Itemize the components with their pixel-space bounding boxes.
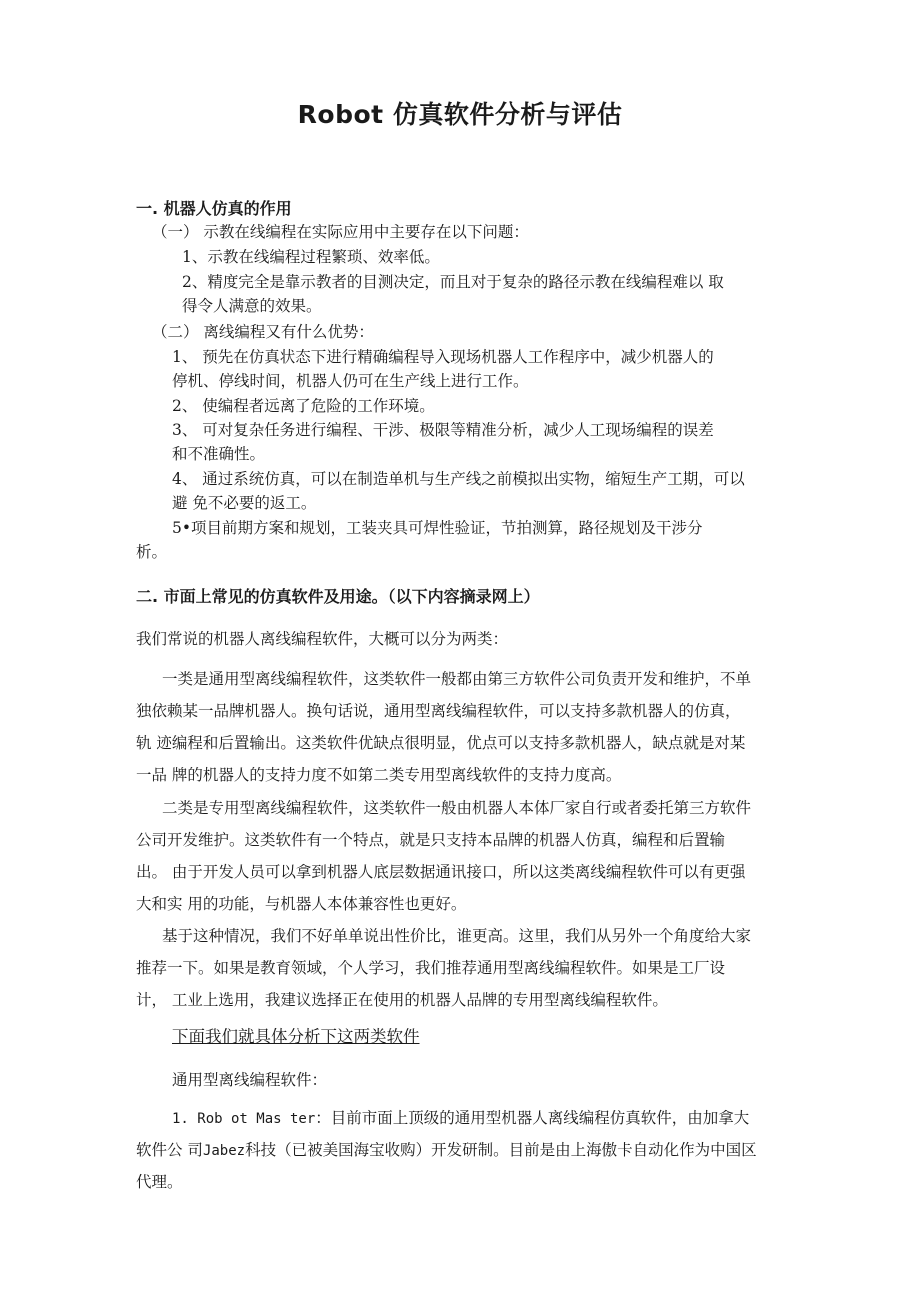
sub2-item-1-line-1: 1、 预先在仿真状态下进行精确编程导入现场机器人工作程序中，减少机器人的 [172,348,714,366]
subsection-2-label: （二） 离线编程又有什么优势： [152,323,374,341]
jabez-name: Jabez [202,1143,246,1159]
sub2-item-3-line-2: 和不准确性。 [172,445,266,463]
sub2-item-4-line-2: 避 免不必要的返工。 [172,494,317,512]
sub1-item-2-line-1: 2、精度完全是靠示教者的目测决定，而且对于复杂的路径示教在线编程难以 取 [182,273,724,291]
robotmaster-desc: ：目前市面上顶级的通用型机器人离线编程仿真软件，由加拿大 [315,1109,750,1127]
sub2-item-1-line-2: 停机、停线时间，机器人仍可在生产线上进行工作。 [172,372,529,390]
sub2-item-2: 2、 使编程者远离了危险的工作环境。 [172,397,435,415]
sub1-item-2-line-2: 得令人满意的效果。 [182,297,322,315]
robotmaster-line-2 [136,1134,757,1167]
paragraph-3-line-3: 计， 工业上选用，我建议选择正在使用的机器人品牌的专用型离线编程软件。 [136,991,668,1009]
section-1-heading: 一. 机器人仿真的作用 [136,199,292,218]
document-title: Robot 仿真软件分析与评估 [297,100,623,129]
paragraph-2-line-4: 大和实 用的功能，与机器人本体兼容性也更好。 [136,895,467,913]
paragraph-2-line-3: 出。 由于开发人员可以拿到机器人底层数据通讯接口，所以这类离线编程软件可以有更强 [136,863,746,881]
subsection-1-label: （一） 示教在线编程在实际应用中主要存在以下问题： [152,223,529,241]
underlined-subheading: 下面我们就具体分析下这两类软件 [172,1027,420,1046]
robotmaster-line-2-c: 科技（已被美国海宝收购）开发研制。目前是由上海傲卡自动化作为中国区 [245,1141,757,1159]
sub1-item-1: 1、示教在线编程过程繁琐、效率低。 [182,248,440,266]
sub2-item-5-line-2: 析。 [136,543,168,561]
paragraph-1-line-3: 轨 迹编程和后置输出。这类软件优缺点很明显，优点可以支持多款机器人，缺点就是对某 [136,734,746,752]
paragraph-3-line-2: 推荐一下。如果是教育领域，个人学习，我们推荐通用型离线编程软件。如果是工厂设 [136,959,726,977]
paragraph-2-line-2: 公司开发维护。这类软件有一个特点，就是只支持本品牌的机器人仿真，编程和后置输 [136,831,726,849]
sub2-item-4-line-1: 4、 通过系统仿真，可以在制造单机与生产线之前模拟出实物，缩短生产工期，可以 [172,470,745,488]
paragraph-1-line-4: 一品 牌的机器人的支持力度不如第二类专用型离线软件的支持力度高。 [136,766,622,784]
paragraph-1-line-2: 独依赖某一品牌机器人。换句话说，通用型离线编程软件，可以支持多款机器人的仿真， [136,702,741,720]
section-2-heading: 二. 市面上常见的仿真软件及用途。（以下内容摘录网上） [136,587,540,606]
section-2-intro: 我们常说的机器人离线编程软件，大概可以分为两类： [136,630,509,648]
paragraph-3-line-1: 基于这种情况，我们不好单单说出性价比，谁更高。这里，我们从另外一个角度给大家 [162,927,752,945]
robotmaster-line-2-a: 软件公 司 [136,1141,203,1159]
sub2-item-5-line-1: 5•项目前期方案和规划，工装夹具可焊性验证，节拍测算，路径规划及干涉分 [172,519,703,537]
general-software-label: 通用型离线编程软件： [172,1071,328,1089]
robotmaster-line-3: 代理。 [136,1173,183,1191]
paragraph-1-line-1: 一类是通用型离线编程软件，这类软件一般都由第三方软件公司负责开发和维护，不单 [162,670,752,688]
sub2-item-3-line-1: 3、 可对复杂任务进行编程、干涉、极限等精准分析，减少人工现场编程的误差 [172,421,714,439]
robotmaster-line-1 [172,1102,749,1135]
robotmaster-name: 1. Rob ot Mas ter [172,1111,316,1127]
paragraph-2-line-1: 二类是专用型离线编程软件，这类软件一般由机器人本体厂家自行或者委托第三方软件 [162,799,752,817]
